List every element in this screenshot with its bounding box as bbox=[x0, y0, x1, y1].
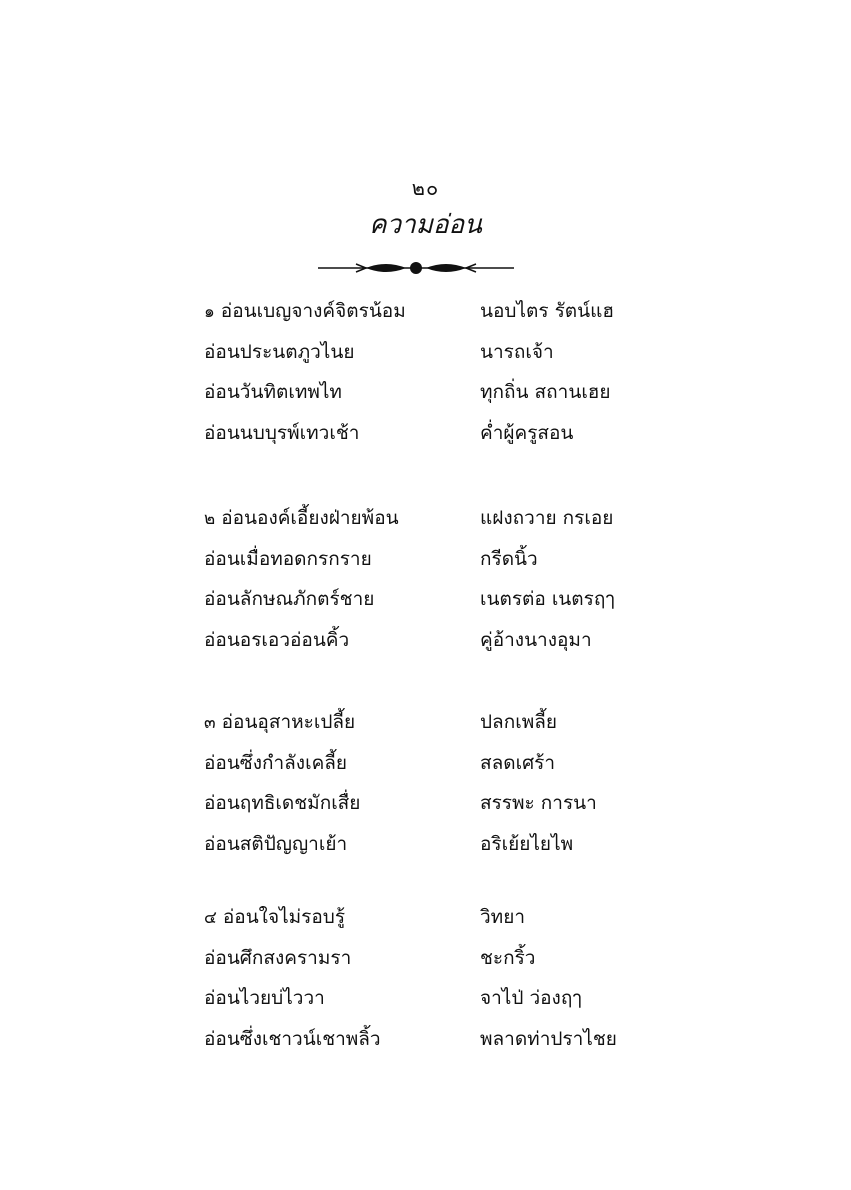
verse-left: ๒ อ่อนองค์เอี้ยงฝ่ายพ้อน bbox=[204, 503, 399, 534]
verse-right: ชะกริ้ว bbox=[480, 946, 536, 969]
verse-line bbox=[204, 377, 684, 418]
stanza-2 bbox=[204, 503, 684, 665]
page-number: ๒๐ bbox=[411, 176, 440, 200]
verse-line bbox=[204, 983, 684, 1024]
verse-left: อ่อนนบบุรพ์เทวเช้า bbox=[204, 421, 360, 444]
title-ornament bbox=[316, 258, 516, 278]
verse-right: แฝงถวาย กรเอย bbox=[480, 507, 614, 529]
stanza-1 bbox=[204, 296, 684, 458]
verse-line bbox=[204, 902, 684, 943]
verse-line bbox=[204, 943, 684, 984]
stanza-4 bbox=[204, 902, 684, 1064]
verse-left: อ่อนเมื่อทอดกรกราย bbox=[204, 547, 372, 570]
verse-right: พลาดท่าปราไชย bbox=[480, 1027, 617, 1050]
verse-left: อ่อนซึ่งเชาวน์เชาพลิ้ว bbox=[204, 1027, 381, 1050]
verse-left: อ่อนศึกสงครามรา bbox=[204, 946, 352, 969]
verse-right: สรรพะ การนา bbox=[480, 792, 597, 814]
verse-line bbox=[204, 503, 684, 544]
verse-right: วิทยา bbox=[480, 906, 525, 928]
verse-right: ปลกเพลี้ย bbox=[480, 711, 558, 733]
verse-left: อ่อนลักษณภักตร์ชาย bbox=[204, 588, 375, 610]
stanza-number: ๑ bbox=[204, 302, 215, 322]
verse-left: อ่อนซึ่งกำลังเคลี้ย bbox=[204, 751, 348, 774]
stanza-number: ๔ bbox=[204, 908, 217, 928]
verse-right: ทุกถิ่น สถานเฮย bbox=[480, 381, 611, 403]
stanza-number: ๓ bbox=[204, 713, 216, 733]
verse-left: อ่อนวันทิตเทพไท bbox=[204, 381, 342, 403]
page-title: ความอ่อน bbox=[369, 210, 482, 240]
verse-right: ค่ำผู้ครูสอน bbox=[480, 421, 574, 444]
verse-left: ๔ อ่อนใจไม่รอบรู้ bbox=[204, 902, 345, 933]
verse-line bbox=[204, 544, 684, 585]
verse-left: อ่อนสติปัญญาเย้า bbox=[204, 832, 348, 855]
verse-right: เนตรต่อ เนตรฤๅ bbox=[480, 588, 615, 610]
verse-line bbox=[204, 707, 684, 748]
verse-line bbox=[204, 418, 684, 459]
verse-right: นอบไตร รัตน์แฮ bbox=[480, 300, 614, 322]
verse-right: จาไป่ ว่องฤๅ bbox=[480, 987, 582, 1009]
verse-left: ๓ อ่อนอุสาหะเปลี้ย bbox=[204, 707, 355, 738]
verse-left: อ่อนฤทธิเดชมักเสื่ย bbox=[204, 792, 361, 814]
verse-line bbox=[204, 625, 684, 666]
verse-left: อ่อนไวยบ่ไววา bbox=[204, 987, 325, 1009]
verse-line bbox=[204, 337, 684, 378]
verse-line bbox=[204, 584, 684, 625]
verse-right: นารถเจ้า bbox=[480, 340, 554, 363]
verse-line bbox=[204, 829, 684, 870]
verse-line bbox=[204, 1024, 684, 1065]
verse-left: อ่อนประนตภูวไนย bbox=[204, 340, 355, 363]
verse-right: สลดเศร้า bbox=[480, 751, 556, 774]
verse-line bbox=[204, 788, 684, 829]
verse-right: อริเย้ยไยไพ bbox=[480, 832, 574, 855]
verse-left: ๑ อ่อนเบญจางค์จิตรน้อม bbox=[204, 296, 406, 327]
verse-line bbox=[204, 748, 684, 789]
verse-line bbox=[204, 296, 684, 337]
stanza-3 bbox=[204, 707, 684, 869]
verse-right: กรีดนิ้ว bbox=[480, 547, 538, 570]
verse-left: อ่อนอรเอวอ่อนคิ้ว bbox=[204, 628, 350, 651]
stanza-number: ๒ bbox=[204, 509, 216, 529]
verse-right: คู่อ้างนางอุมา bbox=[480, 628, 592, 651]
